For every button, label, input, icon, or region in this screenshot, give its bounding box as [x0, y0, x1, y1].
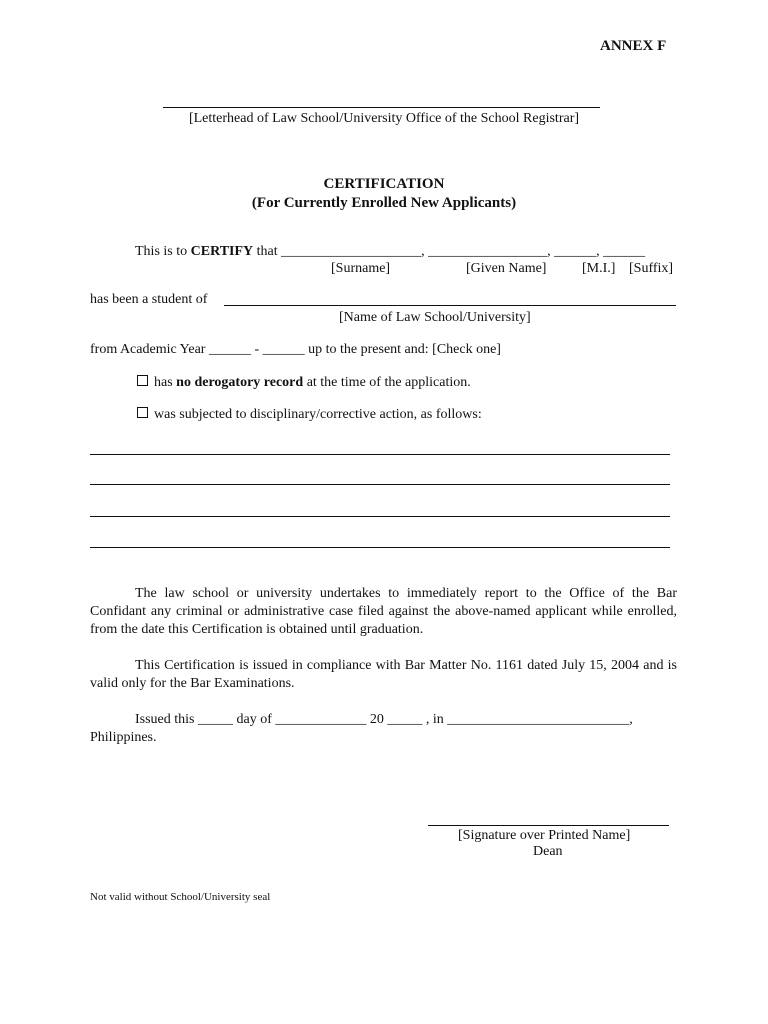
- certify-line: [135, 244, 645, 260]
- signature-label: [Signature over Printed Name]: [458, 828, 631, 843]
- undertaking-text: The law school or university undertakes to immediately report to the Office of the Bar Confidant any criminal or administrative case filed against the above-named applicant while enrolled, from the date this Certification is obtained until graduation.: [90, 586, 677, 637]
- certify-bold: CERTIFY: [190, 244, 254, 259]
- issued-place: Philippines.: [90, 730, 157, 745]
- student-line-text: has been a student of: [90, 292, 208, 307]
- option-1-prefix: has: [154, 375, 177, 390]
- certify-suffix: that ____________________, _________________, ______, ______: [253, 244, 646, 259]
- compliance-paragraph: [90, 657, 677, 693]
- signatory-title: Dean: [533, 844, 563, 859]
- letterhead-line: [163, 107, 600, 108]
- detail-line-4: [90, 547, 670, 548]
- surname-label: [Surname]: [331, 261, 391, 276]
- document-subtitle: (For Currently Enrolled New Applicants): [251, 195, 517, 211]
- checkbox-disciplinary[interactable]: [137, 407, 148, 418]
- detail-line-1: [90, 454, 670, 455]
- footer-note: Not valid without School/University seal: [90, 891, 271, 903]
- suffix-label: [Suffix]: [629, 261, 674, 276]
- undertaking-paragraph: [90, 585, 677, 639]
- document-title: CERTIFICATION: [323, 176, 445, 192]
- school-name-label: [Name of Law School/University]: [339, 310, 531, 325]
- certify-prefix: This is to: [135, 244, 191, 259]
- option-disciplinary: [137, 407, 482, 423]
- school-name-blank: [224, 305, 676, 306]
- option-no-derogatory: [137, 375, 471, 391]
- checkbox-no-derogatory[interactable]: [137, 375, 148, 386]
- given-name-label: [Given Name]: [466, 261, 547, 276]
- detail-line-3: [90, 516, 670, 517]
- option-1-suffix: at the time of the application.: [303, 375, 471, 390]
- issued-line: Issued this _____ day of _____________ 20 _____ , in __________________________,: [135, 712, 633, 727]
- option-1-bold: no derogatory record: [176, 375, 304, 390]
- academic-year-line: from Academic Year ______ - ______ up to the present and: [Check one]: [90, 342, 501, 357]
- compliance-text: This Certification is issued in compliance with Bar Matter No. 1161 dated July 15, 2004 and is valid only for the Bar Examinations.: [90, 658, 677, 691]
- signature-line: [428, 825, 669, 826]
- letterhead-label: [Letterhead of Law School/University Office of the School Registrar]: [188, 111, 580, 126]
- option-2-text: was subjected to disciplinary/corrective action, as follows:: [154, 407, 482, 422]
- mi-label: [M.I.]: [582, 261, 616, 276]
- annex-label: ANNEX F: [600, 38, 667, 54]
- detail-line-2: [90, 484, 670, 485]
